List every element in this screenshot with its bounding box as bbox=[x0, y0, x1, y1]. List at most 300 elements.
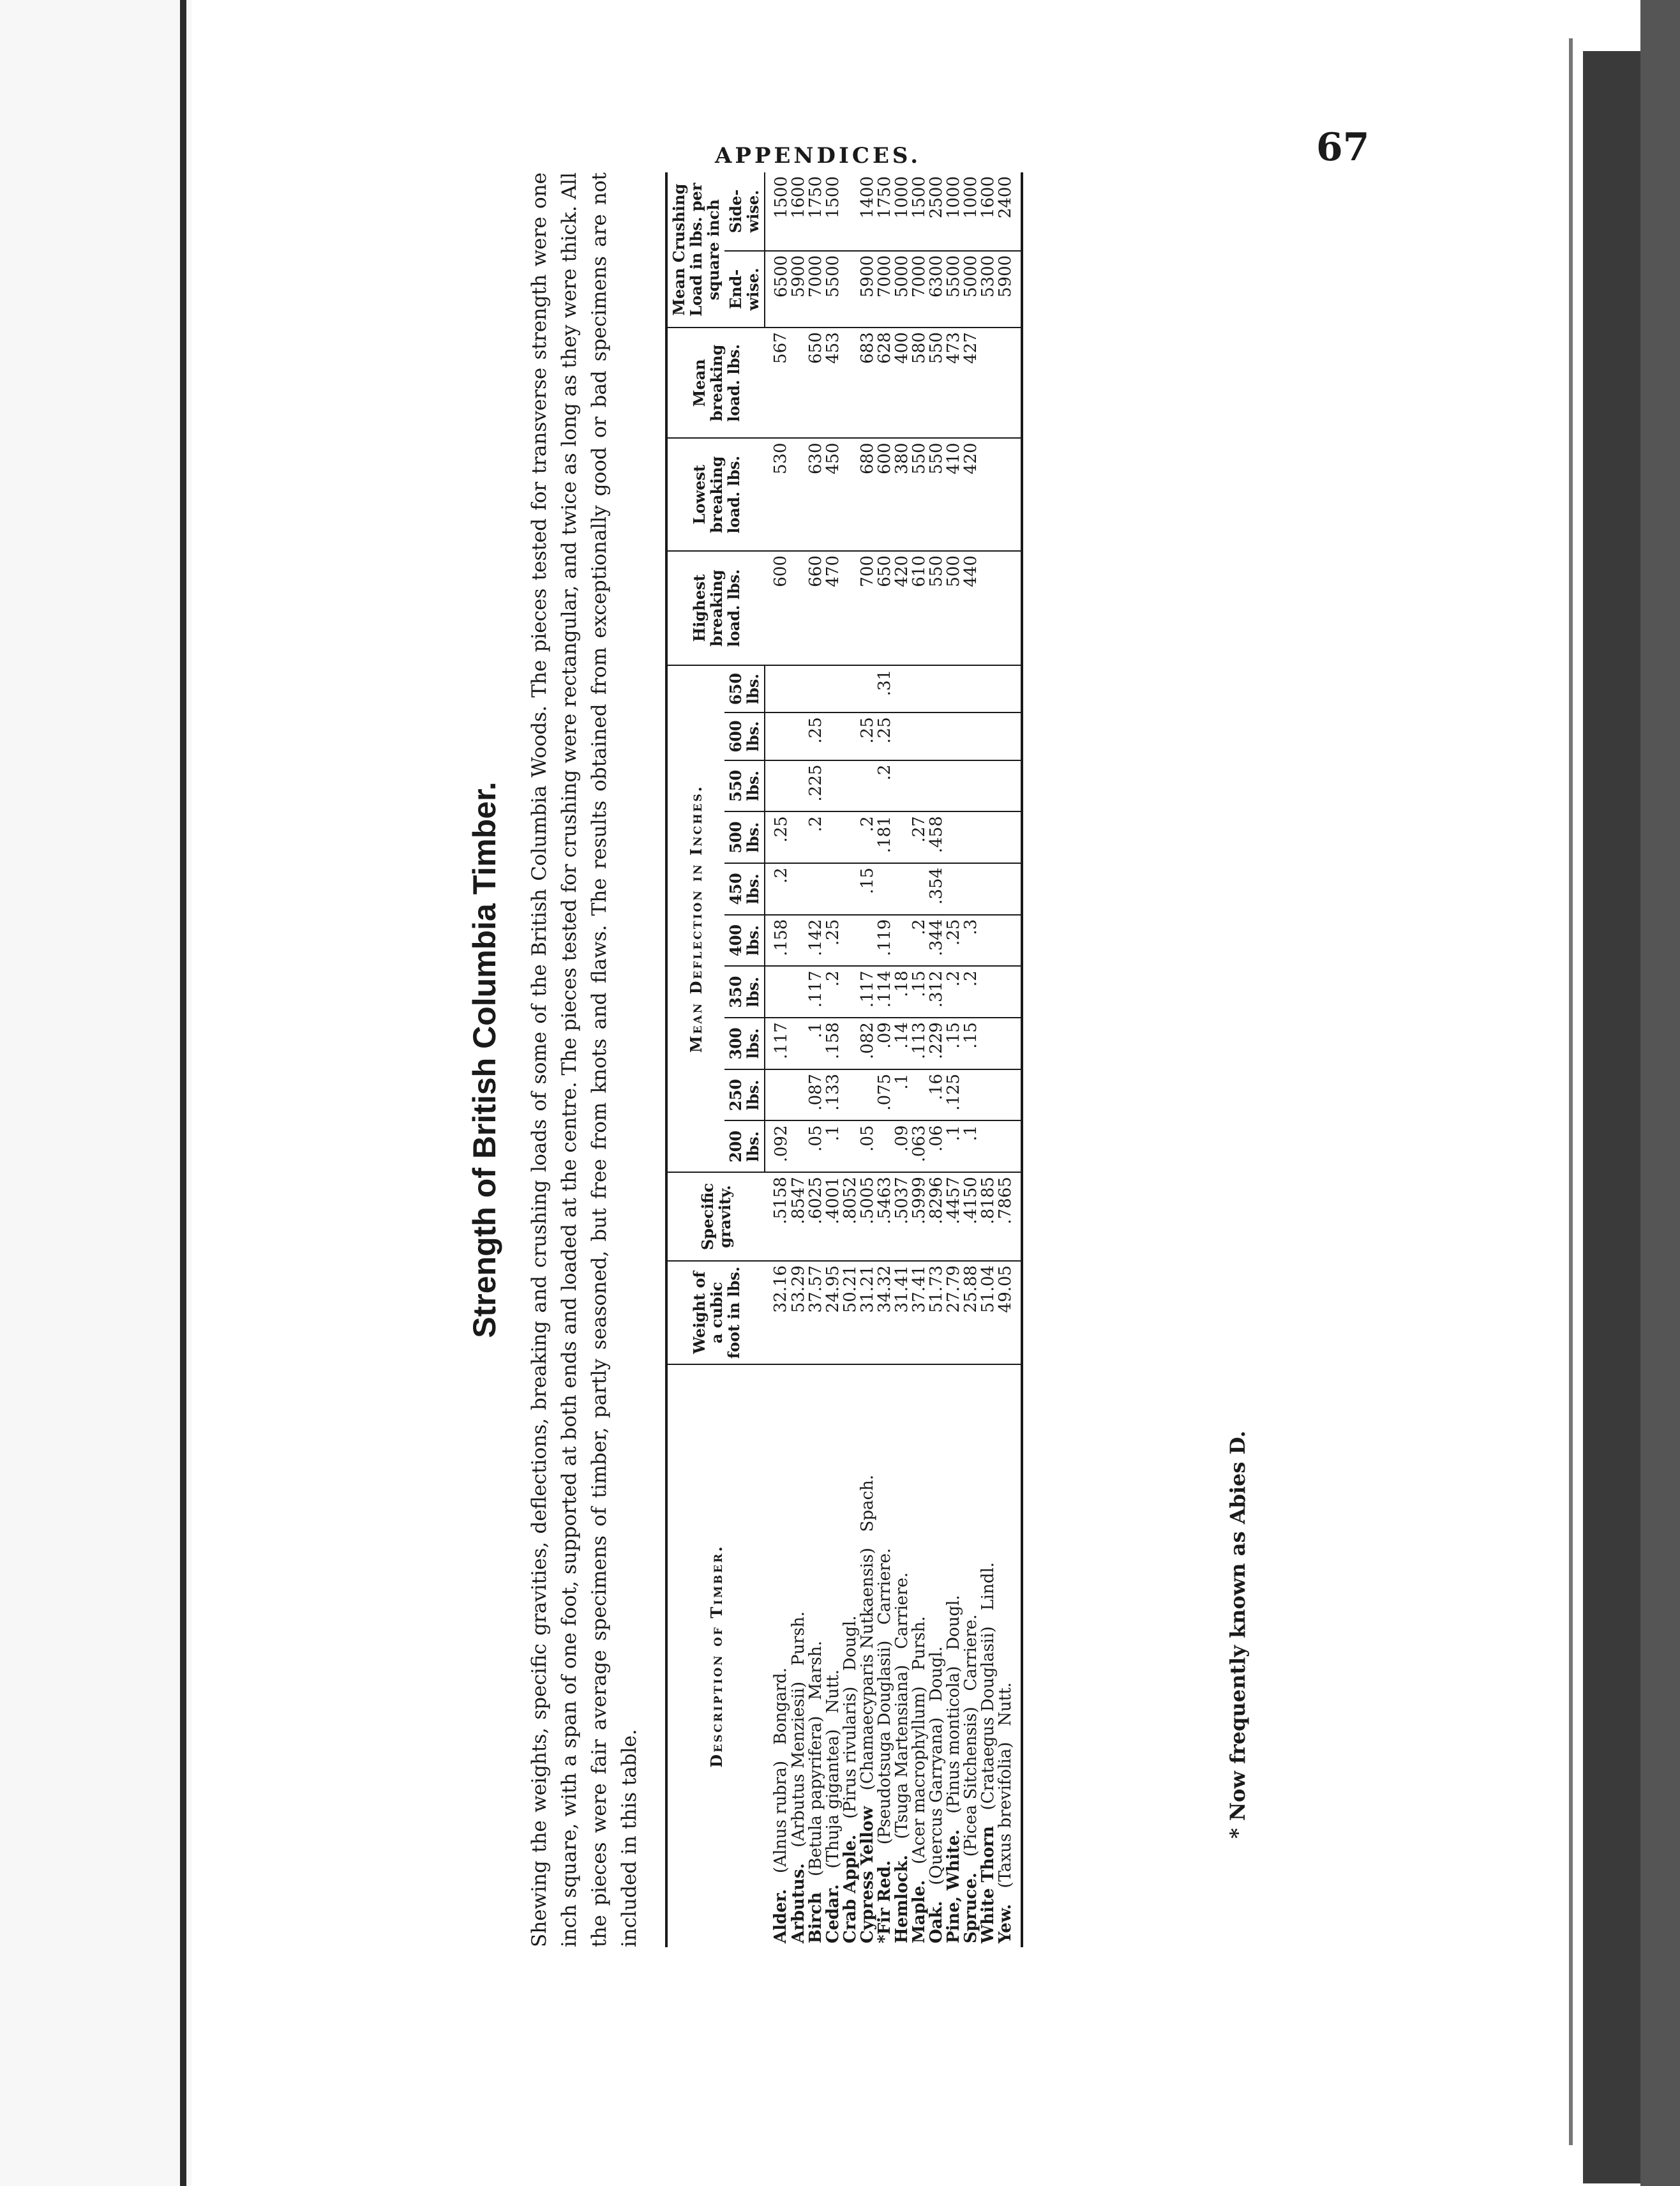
deflection-cell bbox=[963, 1069, 980, 1121]
deflection-cell bbox=[790, 863, 807, 915]
deflection-cell bbox=[825, 760, 842, 812]
deflection-cell: .158 bbox=[765, 915, 790, 967]
deflection-cell bbox=[765, 665, 790, 712]
deflection-cell: .1 bbox=[807, 1018, 825, 1069]
authority-name: Pursh. bbox=[789, 1611, 808, 1666]
deflection-cell bbox=[997, 863, 1022, 915]
header-gravity: Specific gravity. bbox=[666, 1172, 765, 1261]
timber-description bbox=[859, 1364, 876, 1947]
header-load: 200 lbs. bbox=[724, 1120, 765, 1172]
deflection-cell bbox=[790, 1018, 807, 1069]
deflection-cell bbox=[825, 863, 842, 915]
deflection-cell bbox=[765, 966, 790, 1018]
deflection-cell bbox=[980, 1069, 997, 1121]
header-weight: Weight of a cubic foot in lbs. bbox=[666, 1261, 765, 1364]
sidewise-crushing-cell: 1000 bbox=[894, 172, 911, 251]
deflection-cell bbox=[842, 1069, 859, 1121]
weight-cell: 51.73 bbox=[928, 1261, 945, 1364]
deflection-cell bbox=[842, 665, 859, 712]
species-name: Spruce. bbox=[961, 1873, 980, 1943]
weight-cell: 37.41 bbox=[911, 1261, 928, 1364]
header-load: 550 lbs. bbox=[724, 760, 765, 812]
deflection-cell: .092 bbox=[765, 1120, 790, 1172]
deflection-cell: .158 bbox=[825, 1018, 842, 1069]
deflection-cell: .133 bbox=[825, 1069, 842, 1121]
deflection-cell: .087 bbox=[807, 1069, 825, 1121]
deflection-cell bbox=[765, 1069, 790, 1121]
deflection-cell bbox=[928, 760, 945, 812]
gravity-cell: .6025 bbox=[807, 1172, 825, 1261]
gravity-cell: .8185 bbox=[980, 1172, 997, 1261]
species-name: Maple. bbox=[910, 1880, 929, 1943]
highest-breaking-cell: 440 bbox=[963, 551, 980, 665]
authority-name: Carriere. bbox=[892, 1572, 911, 1649]
timber-description bbox=[842, 1364, 859, 1947]
weight-cell: 32.16 bbox=[765, 1261, 790, 1364]
deflection-cell bbox=[842, 1120, 859, 1172]
header-highest-breaking: Highest breaking load. lbs. bbox=[666, 551, 765, 665]
sidewise-crushing-cell: 1500 bbox=[911, 172, 928, 251]
deflection-cell bbox=[997, 915, 1022, 967]
deflection-cell: .31 bbox=[876, 665, 894, 712]
gravity-cell: .8052 bbox=[842, 1172, 859, 1261]
botanic-name: (Crataegus Douglasii) bbox=[979, 1626, 998, 1811]
mean-breaking-cell: 650 bbox=[807, 328, 825, 438]
lowest-breaking-cell bbox=[842, 438, 859, 551]
header-sidewise: Side-wise. bbox=[724, 172, 765, 251]
authority-name: Lindl. bbox=[979, 1562, 998, 1611]
page-title: Strength of British Columbia Timber. bbox=[467, 781, 502, 1338]
deflection-cell bbox=[963, 863, 980, 915]
deflection-cell: .25 bbox=[807, 712, 825, 760]
page-number: 67 bbox=[1316, 125, 1370, 170]
species-name: White Thorn bbox=[979, 1826, 998, 1943]
deflection-cell bbox=[894, 665, 911, 712]
endwise-crushing-cell: 7000 bbox=[876, 251, 894, 328]
gravity-cell: .7865 bbox=[997, 1172, 1022, 1261]
deflection-cell bbox=[945, 760, 963, 812]
header-crushing-group: Mean Crushing Load in lbs. per square inch bbox=[666, 172, 724, 328]
deflection-cell bbox=[790, 1120, 807, 1172]
scan-left-margin bbox=[0, 0, 191, 2186]
deflection-cell bbox=[980, 915, 997, 967]
deflection-cell: .27 bbox=[911, 811, 928, 863]
gravity-cell: .5037 bbox=[894, 1172, 911, 1261]
deflection-cell: .181 bbox=[876, 811, 894, 863]
deflection-cell: .25 bbox=[859, 712, 876, 760]
timber-description bbox=[894, 1364, 911, 1947]
deflection-cell bbox=[790, 966, 807, 1018]
header-load: 400 lbs. bbox=[724, 915, 765, 967]
species-name: Yew. bbox=[996, 1904, 1015, 1943]
deflection-cell bbox=[894, 915, 911, 967]
timber-description bbox=[963, 1364, 980, 1947]
species-name: Pine, White. bbox=[944, 1829, 963, 1943]
weight-cell: 27.79 bbox=[945, 1261, 963, 1364]
table-row bbox=[997, 172, 1022, 1947]
botanic-name: (Pinus monticola) bbox=[944, 1666, 963, 1814]
deflection-cell: .2 bbox=[825, 966, 842, 1018]
authority-name: Marsh. bbox=[806, 1640, 825, 1700]
deflection-cell: .2 bbox=[807, 811, 825, 863]
weight-cell: 50.21 bbox=[842, 1261, 859, 1364]
endwise-crushing-cell: 5900 bbox=[790, 251, 807, 328]
table-row bbox=[765, 172, 790, 1947]
header-load: 350 lbs. bbox=[724, 966, 765, 1018]
mean-breaking-cell bbox=[997, 328, 1022, 438]
deflection-cell bbox=[997, 712, 1022, 760]
lowest-breaking-cell: 550 bbox=[928, 438, 945, 551]
deflection-cell bbox=[807, 863, 825, 915]
lowest-breaking-cell: 410 bbox=[945, 438, 963, 551]
intro-paragraph: Shewing the weights, specific gravities, deflections, breaking and crushing loads of some of the British Columbia Woods. The pieces tested for transverse strength were one inch square, with a span of one foot, supported at both ends and loaded at the centre. The pieces tested for crushing were rectangular, and twice as long as they were thick. All the pieces were fair average specimens of timber, partly seasoned, but free from knots and flaws. The results obtained from exceptionally good or bad specimens are not included in this table. bbox=[528, 172, 641, 1947]
botanic-name: (Arbutus Menziesii) bbox=[789, 1681, 808, 1848]
table-row bbox=[963, 172, 980, 1947]
deflection-cell bbox=[825, 665, 842, 712]
deflection-cell: .344 bbox=[928, 915, 945, 967]
deflection-cell: .14 bbox=[894, 1018, 911, 1069]
deflection-cell bbox=[911, 863, 928, 915]
sidewise-crushing-cell: 2500 bbox=[928, 172, 945, 251]
deflection-cell bbox=[859, 760, 876, 812]
deflection-cell bbox=[963, 665, 980, 712]
species-name: Birch bbox=[806, 1892, 825, 1943]
sidewise-crushing-cell: 2400 bbox=[997, 172, 1022, 251]
endwise-crushing-cell: 5000 bbox=[894, 251, 911, 328]
endwise-crushing-cell: 7000 bbox=[911, 251, 928, 328]
deflection-cell bbox=[859, 665, 876, 712]
header-load: 450 lbs. bbox=[724, 863, 765, 915]
lowest-breaking-cell: 600 bbox=[876, 438, 894, 551]
table-row bbox=[911, 172, 928, 1947]
mean-breaking-cell: 427 bbox=[963, 328, 980, 438]
deflection-cell: .2 bbox=[859, 811, 876, 863]
timber-description bbox=[928, 1364, 945, 1947]
deflection-cell bbox=[997, 665, 1022, 712]
deflection-cell bbox=[945, 811, 963, 863]
deflection-cell bbox=[911, 665, 928, 712]
mean-breaking-cell bbox=[980, 328, 997, 438]
endwise-crushing-cell: 5000 bbox=[963, 251, 980, 328]
weight-cell: 31.21 bbox=[859, 1261, 876, 1364]
table-row bbox=[945, 172, 963, 1947]
weight-cell: 25.88 bbox=[963, 1261, 980, 1364]
deflection-cell: .16 bbox=[928, 1069, 945, 1121]
header-load: 600 lbs. bbox=[724, 712, 765, 760]
deflection-cell: .2 bbox=[765, 863, 790, 915]
deflection-cell bbox=[911, 760, 928, 812]
deflection-cell: .25 bbox=[765, 811, 790, 863]
species-name: Oak. bbox=[927, 1901, 946, 1943]
header-load: 250 lbs. bbox=[724, 1069, 765, 1121]
sidewise-crushing-cell: 1750 bbox=[876, 172, 894, 251]
lowest-breaking-cell bbox=[997, 438, 1022, 551]
deflection-cell: .117 bbox=[807, 966, 825, 1018]
lowest-breaking-cell: 380 bbox=[894, 438, 911, 551]
deflection-cell: .2 bbox=[945, 966, 963, 1018]
running-head: APPENDICES. bbox=[715, 143, 922, 169]
book-edge-shadow bbox=[1583, 51, 1640, 2183]
deflection-cell: .458 bbox=[928, 811, 945, 863]
mean-breaking-cell bbox=[842, 328, 859, 438]
deflection-cell bbox=[945, 863, 963, 915]
sidewise-crushing-cell: 1600 bbox=[790, 172, 807, 251]
botanic-name: (Alnus rubra) bbox=[771, 1760, 790, 1874]
book-edge-shadow-outer bbox=[1640, 0, 1680, 2186]
deflection-cell bbox=[790, 760, 807, 812]
highest-breaking-cell bbox=[980, 551, 997, 665]
page-edge-line bbox=[1569, 38, 1573, 2145]
sidewise-crushing-cell: 1000 bbox=[945, 172, 963, 251]
deflection-cell bbox=[765, 712, 790, 760]
authority-name: Spach. bbox=[858, 1474, 877, 1532]
species-name: Alder. bbox=[771, 1888, 790, 1943]
sidewise-crushing-cell: 1500 bbox=[765, 172, 790, 251]
botanic-name: (Pirus rivularis) bbox=[841, 1686, 860, 1819]
weight-cell: 51.04 bbox=[980, 1261, 997, 1364]
highest-breaking-cell: 500 bbox=[945, 551, 963, 665]
highest-breaking-cell: 550 bbox=[928, 551, 945, 665]
gravity-cell: .5158 bbox=[765, 1172, 790, 1261]
deflection-cell bbox=[911, 1069, 928, 1121]
species-name: Arbutus. bbox=[789, 1863, 808, 1943]
gravity-cell: .8547 bbox=[790, 1172, 807, 1261]
authority-name: Dougl. bbox=[841, 1615, 860, 1671]
deflection-cell bbox=[963, 712, 980, 760]
timber-description bbox=[825, 1364, 842, 1947]
deflection-cell: .15 bbox=[859, 863, 876, 915]
deflection-cell bbox=[842, 760, 859, 812]
sidewise-crushing-cell bbox=[842, 172, 859, 251]
deflection-cell bbox=[894, 712, 911, 760]
deflection-cell: .15 bbox=[911, 966, 928, 1018]
deflection-cell: .15 bbox=[945, 1018, 963, 1069]
deflection-cell bbox=[876, 1120, 894, 1172]
species-name: *Fir Red. bbox=[875, 1860, 894, 1943]
deflection-cell: .142 bbox=[807, 915, 825, 967]
species-name: Hemlock. bbox=[892, 1855, 911, 1943]
highest-breaking-cell bbox=[790, 551, 807, 665]
highest-breaking-cell: 610 bbox=[911, 551, 928, 665]
footnote: * Now frequently known as Abies D. bbox=[1226, 1430, 1250, 1839]
deflection-cell bbox=[997, 1018, 1022, 1069]
deflection-cell bbox=[859, 1069, 876, 1121]
deflection-cell: .225 bbox=[807, 760, 825, 812]
deflection-cell: .119 bbox=[876, 915, 894, 967]
highest-breaking-cell: 420 bbox=[894, 551, 911, 665]
deflection-cell bbox=[911, 712, 928, 760]
deflection-cell bbox=[997, 760, 1022, 812]
table-row bbox=[825, 172, 842, 1947]
authority-name: Pursh. bbox=[910, 1616, 929, 1671]
timber-description bbox=[807, 1364, 825, 1947]
deflection-cell: .2 bbox=[963, 966, 980, 1018]
deflection-cell bbox=[842, 863, 859, 915]
authority-name: Dougl. bbox=[927, 1646, 946, 1702]
deflection-cell: .075 bbox=[876, 1069, 894, 1121]
table-row bbox=[876, 172, 894, 1947]
gravity-cell: .4457 bbox=[945, 1172, 963, 1261]
deflection-cell: .2 bbox=[911, 915, 928, 967]
highest-breaking-cell: 650 bbox=[876, 551, 894, 665]
deflection-cell: .18 bbox=[894, 966, 911, 1018]
deflection-cell bbox=[997, 811, 1022, 863]
deflection-cell bbox=[825, 811, 842, 863]
gravity-cell: .4001 bbox=[825, 1172, 842, 1261]
botanic-name: (Tsuga Martensiana) bbox=[892, 1664, 911, 1839]
table-row bbox=[859, 172, 876, 1947]
deflection-cell: .25 bbox=[876, 712, 894, 760]
deflection-cell bbox=[945, 665, 963, 712]
table-row bbox=[928, 172, 945, 1947]
weight-cell: 53.29 bbox=[790, 1261, 807, 1364]
timber-description bbox=[945, 1364, 963, 1947]
deflection-cell bbox=[790, 665, 807, 712]
deflection-cell bbox=[842, 712, 859, 760]
deflection-cell: .082 bbox=[859, 1018, 876, 1069]
botanic-name: (Chamaecyparis Nutkaensis) bbox=[858, 1548, 877, 1791]
mean-breaking-cell bbox=[790, 328, 807, 438]
header-lowest-breaking: Lowest breaking load. lbs. bbox=[666, 438, 765, 551]
lowest-breaking-cell: 420 bbox=[963, 438, 980, 551]
deflection-cell: .229 bbox=[928, 1018, 945, 1069]
timber-description bbox=[911, 1364, 928, 1947]
species-name: Cypress Yellow bbox=[858, 1806, 877, 1943]
deflection-cell: .1 bbox=[825, 1120, 842, 1172]
deflection-cell bbox=[980, 665, 997, 712]
deflection-cell: .05 bbox=[807, 1120, 825, 1172]
deflection-cell bbox=[859, 915, 876, 967]
endwise-crushing-cell: 6300 bbox=[928, 251, 945, 328]
table-body bbox=[765, 172, 1022, 1947]
header-load: 300 lbs. bbox=[724, 1018, 765, 1069]
table-row bbox=[842, 172, 859, 1947]
weight-cell: 37.57 bbox=[807, 1261, 825, 1364]
highest-breaking-cell: 700 bbox=[859, 551, 876, 665]
mean-breaking-cell: 683 bbox=[859, 328, 876, 438]
mean-breaking-cell: 567 bbox=[765, 328, 790, 438]
deflection-cell: .354 bbox=[928, 863, 945, 915]
botanic-name: (Betula papyrifera) bbox=[806, 1715, 825, 1876]
deflection-cell bbox=[980, 811, 997, 863]
botanic-name: (Quercus Garryana) bbox=[927, 1717, 946, 1885]
header-deflection-group: Mean Deflection in Inches. bbox=[666, 665, 724, 1172]
header-load: 500 lbs. bbox=[724, 811, 765, 863]
table-row bbox=[894, 172, 911, 1947]
deflection-cell: .1 bbox=[945, 1120, 963, 1172]
table-row bbox=[790, 172, 807, 1947]
gravity-cell: .4150 bbox=[963, 1172, 980, 1261]
lowest-breaking-cell: 530 bbox=[765, 438, 790, 551]
endwise-crushing-cell: 5500 bbox=[945, 251, 963, 328]
lowest-breaking-cell bbox=[980, 438, 997, 551]
deflection-cell: .3 bbox=[963, 915, 980, 967]
timber-description bbox=[790, 1364, 807, 1947]
sidewise-crushing-cell: 1000 bbox=[963, 172, 980, 251]
sidewise-crushing-cell: 1500 bbox=[825, 172, 842, 251]
table-row bbox=[807, 172, 825, 1947]
authority-name: Dougl. bbox=[944, 1595, 963, 1650]
highest-breaking-cell bbox=[842, 551, 859, 665]
botanic-name: (Taxus brevifolia) bbox=[996, 1742, 1015, 1888]
header-row-1 bbox=[666, 172, 724, 1947]
deflection-cell: .15 bbox=[963, 1018, 980, 1069]
authority-name: Carriere. bbox=[875, 1548, 894, 1625]
deflection-cell bbox=[997, 966, 1022, 1018]
table-row bbox=[980, 172, 997, 1947]
deflection-cell bbox=[928, 665, 945, 712]
mean-breaking-cell: 580 bbox=[911, 328, 928, 438]
endwise-crushing-cell: 5900 bbox=[859, 251, 876, 328]
deflection-cell: .117 bbox=[765, 1018, 790, 1069]
deflection-cell bbox=[963, 760, 980, 812]
endwise-crushing-cell: 5900 bbox=[997, 251, 1022, 328]
weight-cell: 34.32 bbox=[876, 1261, 894, 1364]
gravity-cell: .5999 bbox=[911, 1172, 928, 1261]
deflection-cell bbox=[980, 863, 997, 915]
authority-name: Carriere. bbox=[961, 1614, 980, 1691]
deflection-cell: .2 bbox=[876, 760, 894, 812]
lowest-breaking-cell bbox=[790, 438, 807, 551]
endwise-crushing-cell bbox=[842, 251, 859, 328]
deflection-cell bbox=[928, 712, 945, 760]
sidewise-crushing-cell: 1400 bbox=[859, 172, 876, 251]
deflection-cell bbox=[790, 915, 807, 967]
deflection-cell bbox=[790, 712, 807, 760]
deflection-cell: .09 bbox=[876, 1018, 894, 1069]
deflection-cell: .25 bbox=[825, 915, 842, 967]
endwise-crushing-cell: 6500 bbox=[765, 251, 790, 328]
deflection-cell: .114 bbox=[876, 966, 894, 1018]
deflection-cell bbox=[842, 915, 859, 967]
deflection-cell bbox=[825, 712, 842, 760]
endwise-crushing-cell: 5300 bbox=[980, 251, 997, 328]
deflection-cell bbox=[765, 760, 790, 812]
deflection-cell: .06 bbox=[928, 1120, 945, 1172]
deflection-cell bbox=[790, 811, 807, 863]
endwise-crushing-cell: 5500 bbox=[825, 251, 842, 328]
weight-cell: 24.95 bbox=[825, 1261, 842, 1364]
deflection-cell bbox=[980, 1018, 997, 1069]
deflection-cell bbox=[980, 1120, 997, 1172]
book-gutter-line bbox=[180, 0, 186, 2186]
deflection-cell bbox=[790, 1069, 807, 1121]
timber-description bbox=[765, 1364, 790, 1947]
deflection-cell: .312 bbox=[928, 966, 945, 1018]
deflection-cell bbox=[997, 1069, 1022, 1121]
deflection-cell bbox=[980, 712, 997, 760]
authority-name: Bongard. bbox=[771, 1668, 790, 1745]
lowest-breaking-cell: 450 bbox=[825, 438, 842, 551]
deflection-cell bbox=[963, 811, 980, 863]
highest-breaking-cell: 600 bbox=[765, 551, 790, 665]
header-mean-breaking: Mean breaking load. lbs. bbox=[666, 328, 765, 438]
deflection-cell: .113 bbox=[911, 1018, 928, 1069]
gravity-cell: .5463 bbox=[876, 1172, 894, 1261]
lowest-breaking-cell: 680 bbox=[859, 438, 876, 551]
botanic-name: (Thuja gigantea) bbox=[823, 1729, 843, 1869]
botanic-name: (Picea Sitchensis) bbox=[961, 1707, 980, 1857]
deflection-cell bbox=[997, 1120, 1022, 1172]
botanic-name: (Pseudotsuga Douglasii) bbox=[875, 1640, 894, 1845]
timber-description bbox=[876, 1364, 894, 1947]
timber-description bbox=[997, 1364, 1022, 1947]
deflection-cell bbox=[980, 760, 997, 812]
header-load: 650 lbs. bbox=[724, 665, 765, 712]
deflection-cell: .05 bbox=[859, 1120, 876, 1172]
timber-strength-table bbox=[665, 172, 1023, 1947]
deflection-cell bbox=[842, 966, 859, 1018]
